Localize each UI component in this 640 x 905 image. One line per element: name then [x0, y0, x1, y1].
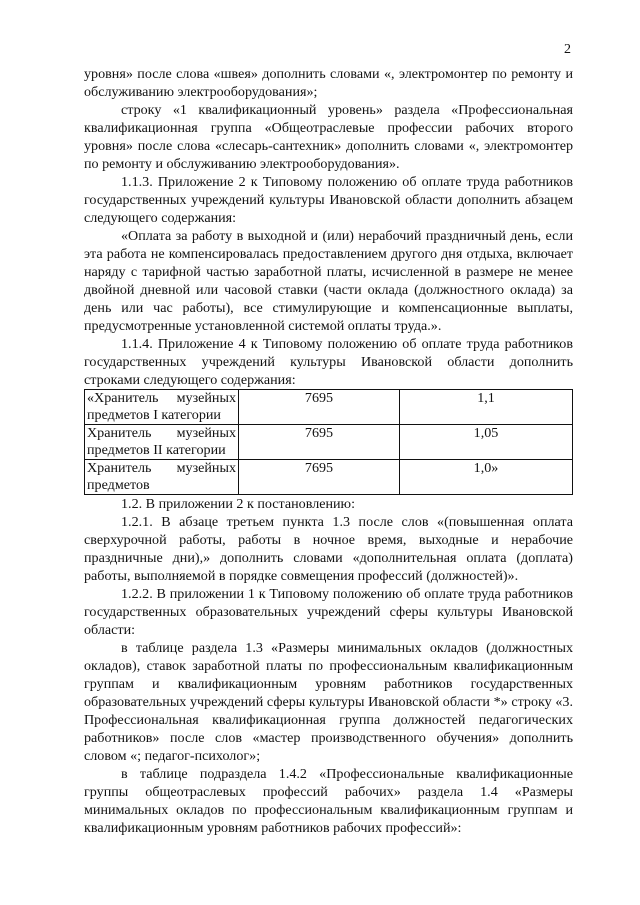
table-cell-coefficient: 1,1: [400, 390, 573, 425]
paragraph-table-1-4-2: в таблице подраздела 1.4.2 «Профессиональные квалификационные группы общеотраслевых профессий рабочих» раздела 1.4 «Размеры минимальных окладов по профессиональным квалификационным группам и квалификационным уровням работников рабочих профессий»:: [84, 766, 573, 836]
document-body: [84, 65, 573, 837]
table-cell-coefficient: 1,0»: [400, 460, 573, 495]
salary-table: [84, 389, 573, 495]
table-cell-position: Хранитель музейных предметов II категории: [85, 425, 239, 460]
table-row: [85, 425, 573, 460]
paragraph-quoted-payment: «Оплата за работу в выходной и (или) нерабочий праздничный день, если эта работа не компенсировалась предоставлением другого дня отдыха, включает наряду с тарифной частью заработной платы, исчисленной в размере не менее двойной дневной или часовой ставки (части оклада (должностного оклада) за день или час работы), все стимулирующие и компенсационные выплаты, предусмотренные установленной системой оплаты труда.».: [84, 228, 573, 334]
table-cell-position: «Хранитель музейных предметов I категории: [85, 390, 239, 425]
paragraph-1-1-3: 1.1.3. Приложение 2 к Типовому положению об оплате труда работников государственных учреждений культуры Ивановской области дополнить абзацем следующего содержания:: [84, 174, 573, 226]
table-cell-coefficient: 1,05: [400, 425, 573, 460]
paragraph-1-2: 1.2. В приложении 2 к постановлению:: [121, 496, 356, 512]
paragraph-qualification-level: строку «1 квалификационный уровень» раздела «Профессиональная квалификационная группа «Общеотраслевые профессии рабочих второго уровня» после слова «слесарь-сантехник» дополнить словами «, электромонтер по ремонту и обслуживанию электрооборудования».: [84, 102, 573, 172]
paragraph-1-1-4: 1.1.4. Приложение 4 к Типовому положению об оплате труда работников государственных учреждений культуры Ивановской области дополнить строками следующего содержания:: [84, 336, 573, 388]
table-cell-salary: 7695: [239, 460, 400, 495]
paragraph-1-2-1: 1.2.1. В абзаце третьем пункта 1.3 после слов «(повышенная оплата сверхурочной работы, работы в ночное время, выходные и нерабочие праздничные дни),» дополнить словами «дополнительная оплата (доплата) работы, выполняемой в порядке совмещения профессий (должностей)».: [84, 514, 573, 584]
paragraph-table-1-3: в таблице раздела 1.3 «Размеры минимальных окладов (должностных окладов), ставок заработной платы по профессиональным квалификационным группам и квалификационным уровням работников государственных образовательных учреждений сферы культуры Ивановской области *» строку «3. Профессиональная квалификационная группа должностей педагогических работников» после слов «мастер производственного обучения» дополнить словом «; педагог-психолог»;: [84, 640, 573, 764]
table-row: [85, 460, 573, 495]
table-cell-position: Хранитель музейных предметов: [85, 460, 239, 495]
table-cell-salary: 7695: [239, 390, 400, 425]
page-number: 2: [564, 42, 571, 57]
table-cell-salary: 7695: [239, 425, 400, 460]
paragraph-1-2-2: 1.2.2. В приложении 1 к Типовому положению об оплате труда работников государственных образовательных учреждений сферы культуры Ивановской области:: [84, 586, 573, 638]
paragraph-continuation: уровня» после слова «швея» дополнить словами «, электромонтер по ремонту и обслуживанию электрооборудования»;: [84, 66, 573, 100]
table-row: [85, 390, 573, 425]
